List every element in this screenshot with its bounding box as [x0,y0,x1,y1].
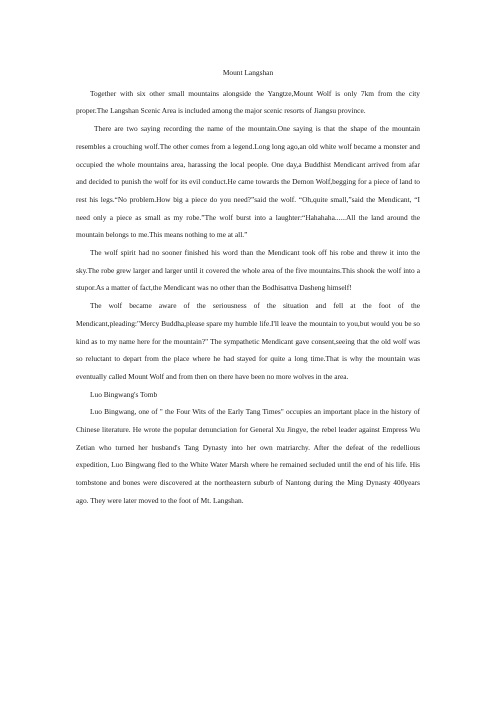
paragraph-tomb: Luo Bingwang, one of " the Four Wits of the Early Tang Times" occupies an important place in the history of Chinese literature. He wrote the popular denunciation for General Xu Jingye, the rebel leader against Empress Wu Zetian who turned her husband's Tang Dynasty into her own matriarchy. After the defeat of the redellious expedition, Luo Bingwang fled to the White Water Marsh where he remained secluded until the end of his life. His tombstone and bones were discovered at the northeastern suburb of Nantong during the Ming Dynasty 400years ago. They were later moved to the foot of Mt. Langshan. [76,407,420,505]
paragraph-naming: The wolf became aware of the seriousness of the situation and fell at the foot of the Mendicant,pleading:"Mercy Buddha,please spare my humble life.I'll leave the mountain to you,but would you be so kind as to my name here for the mountain?" The sympathetic Mendicant gave consent,seeing that the old wolf was so reluctant to depart from the place where he had stayed for quite a long time.That is why the mountain was eventually called Mount Wolf and from then on there have been no more wolves in the area. [76,301,420,381]
section-heading-tomb: Luo Bingwang's Tomb [90,389,158,399]
document-title: Mount Langshan [222,68,274,77]
document-body [76,64,420,510]
paragraph-robe: The wolf spirit had no sooner finished his word than the Mendicant took off his robe and threw it into the sky.The robe grew larger and larger until it covered the whole area of the five mountains.This shook the wolf into a stupor.As a matter of fact,the Mendicant was no other than the Bodhisattva Dasheng himself! [76,248,420,293]
paragraph-intro: Together with six other small mountains alongside the Yangtze,Mount Wolf is only 7km from the city proper.The Langshan Scenic Area is included among the major scenic resorts of Jiangsu province. [76,88,420,116]
paragraph-legend: There are two saying recording the name of the mountain.One saying is that the shape of the mountain resembles a crouching wolf.The other comes from a legend.Long long ago,an old white wolf became a monster and occupied the whole mountains area, harassing the local people. One day,a Buddhist Mendicant arrived from afar and decided to punish the wolf for its evil conduct.He came towards the Demon Wolf,begging for a piece of land to rest his legs.“No problem.How big a piece do you need?”said the wolf. “Oh,quite small,”said the Mendicant, “I need only a piece as small as my robe.”The wolf burst into a laughter:“Hahahaha......All the land around the mountain belongs to me.This means nothing to me at all.” [76,124,420,240]
